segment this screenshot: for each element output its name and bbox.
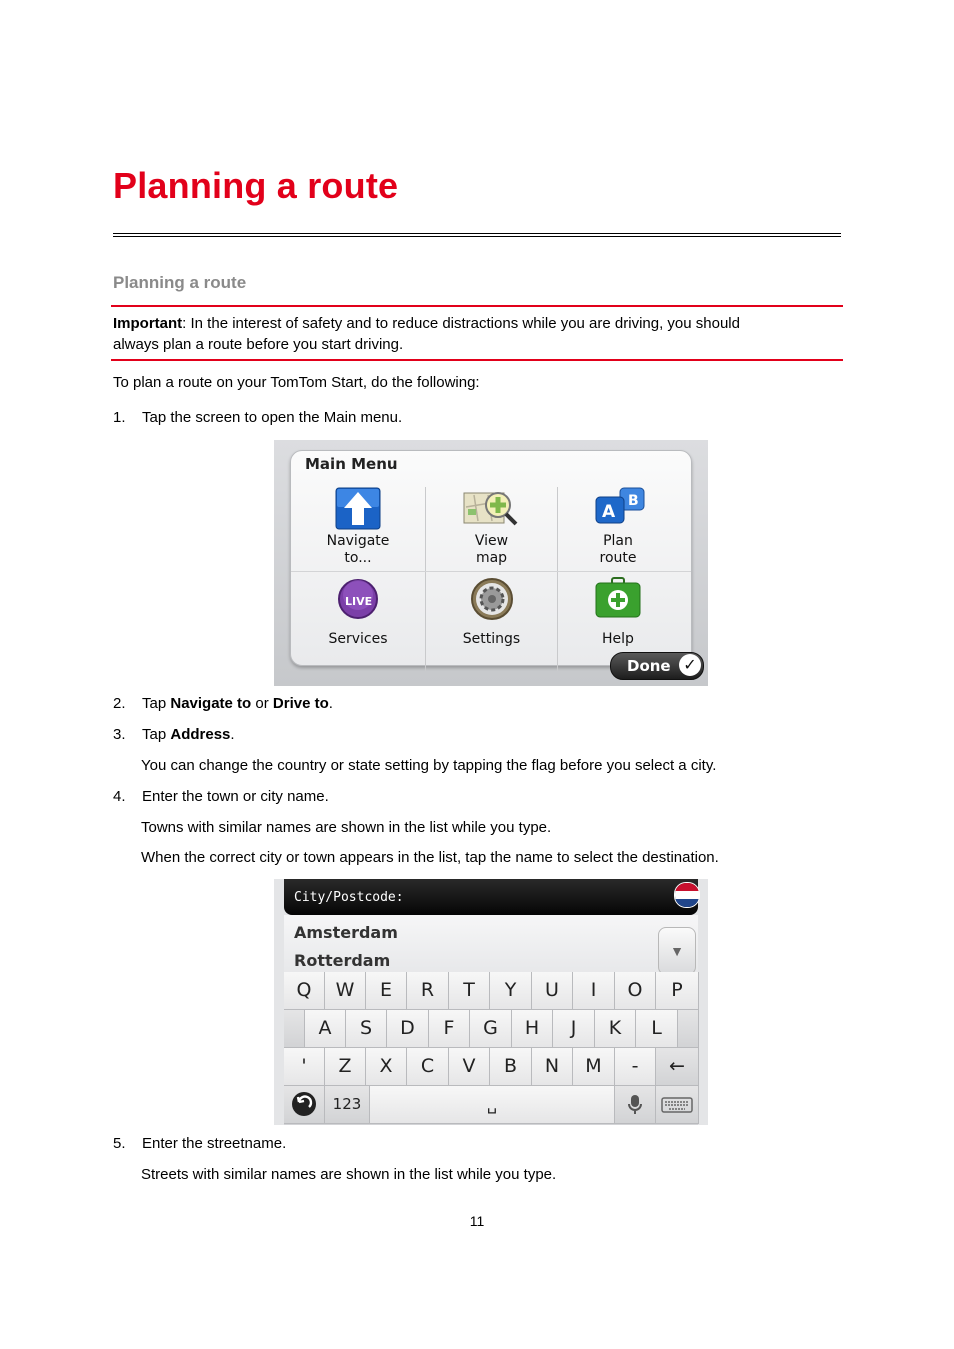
step-number: 1. bbox=[113, 409, 126, 426]
step-number: 5. bbox=[113, 1135, 126, 1152]
space-icon: ␣ bbox=[486, 1095, 498, 1114]
menu-item-label: Settings bbox=[462, 631, 521, 647]
main-menu-panel bbox=[290, 450, 692, 666]
live-services-icon bbox=[334, 577, 382, 621]
title-divider-secondary bbox=[113, 236, 841, 237]
key[interactable]: B bbox=[490, 1048, 532, 1086]
menu-item-label: Services bbox=[328, 631, 388, 647]
key[interactable]: N bbox=[532, 1048, 573, 1086]
navigate-to-term: Navigate to bbox=[170, 695, 252, 712]
main-menu-screenshot bbox=[274, 440, 708, 686]
on-screen-keyboard bbox=[284, 972, 698, 1125]
country-flag-icon[interactable] bbox=[674, 882, 700, 908]
navigate-arrow-icon bbox=[334, 487, 382, 531]
backspace-arrow-icon: ← bbox=[669, 1055, 685, 1077]
list-item[interactable]: Amsterdam bbox=[294, 923, 398, 942]
menu-item-help[interactable] bbox=[558, 573, 678, 659]
step-number: 3. bbox=[113, 726, 126, 743]
back-button[interactable] bbox=[284, 1086, 325, 1124]
done-button[interactable] bbox=[610, 652, 704, 680]
key[interactable]: G bbox=[470, 1010, 512, 1048]
keyboard-layout-button[interactable] bbox=[656, 1086, 699, 1124]
key[interactable]: H bbox=[512, 1010, 553, 1048]
important-note bbox=[113, 313, 740, 355]
menu-item-label: Plan bbox=[603, 533, 633, 549]
back-arrow-icon bbox=[290, 1090, 318, 1118]
svg-text:A: A bbox=[602, 502, 616, 522]
key[interactable]: M bbox=[573, 1048, 615, 1086]
step-note: When the correct city or town appears in the list, tap the name to select the destination. bbox=[141, 849, 719, 866]
step-text: Enter the town or city name. bbox=[142, 788, 329, 805]
important-top-rule bbox=[111, 305, 843, 307]
main-menu-title: Main Menu bbox=[305, 455, 398, 473]
important-bottom-rule bbox=[111, 359, 843, 361]
svg-text:B: B bbox=[628, 493, 639, 509]
menu-item-navigate-to[interactable] bbox=[291, 487, 425, 573]
important-text-line2: always plan a route before you start driving. bbox=[113, 336, 404, 353]
plan-route-ab-icon bbox=[592, 487, 640, 531]
key[interactable]: P bbox=[656, 972, 699, 1010]
key[interactable]: X bbox=[366, 1048, 407, 1086]
title-divider bbox=[113, 233, 841, 234]
step-text: Tap the screen to open the Main menu. bbox=[142, 409, 403, 426]
key[interactable]: Q bbox=[284, 972, 325, 1010]
important-text-line1: : In the interest of safety and to reduce distractions while you are driving, you should bbox=[182, 315, 740, 332]
menu-item-label: Help bbox=[602, 631, 634, 647]
important-label: Important bbox=[113, 315, 183, 332]
key[interactable]: U bbox=[532, 972, 573, 1010]
city-results-list bbox=[284, 915, 698, 973]
city-postcode-label: City/Postcode: bbox=[294, 890, 404, 905]
key[interactable]: Z bbox=[325, 1048, 366, 1086]
key[interactable]: A bbox=[305, 1010, 346, 1048]
key[interactable]: D bbox=[387, 1010, 429, 1048]
help-first-aid-icon bbox=[594, 577, 642, 621]
step-note: You can change the country or state setting by tapping the flag before you select a city. bbox=[141, 757, 717, 774]
svg-text:LIVE: LIVE bbox=[345, 595, 373, 608]
key-spacer bbox=[678, 1010, 699, 1048]
checkmark-icon: ✓ bbox=[679, 654, 701, 676]
menu-item-label: to... bbox=[344, 550, 372, 566]
menu-item-label: Navigate bbox=[326, 533, 390, 549]
scroll-down-button[interactable] bbox=[658, 927, 696, 975]
menu-item-label: map bbox=[475, 550, 508, 566]
menu-item-services[interactable] bbox=[291, 573, 425, 659]
step-number: 4. bbox=[113, 788, 126, 805]
key[interactable]: J bbox=[553, 1010, 595, 1048]
done-button-label: Done bbox=[627, 657, 671, 675]
city-keyboard-screenshot bbox=[274, 879, 708, 1125]
main-menu-grid bbox=[327, 487, 689, 663]
microphone-icon bbox=[627, 1094, 643, 1116]
chevron-down-icon: ▼ bbox=[670, 943, 684, 959]
key[interactable]: - bbox=[615, 1048, 656, 1086]
city-postcode-bar bbox=[284, 879, 698, 915]
page-number: 11 bbox=[469, 1213, 485, 1229]
key[interactable]: W bbox=[325, 972, 366, 1010]
menu-item-label: route bbox=[599, 550, 637, 566]
key[interactable]: R bbox=[407, 972, 449, 1010]
key[interactable]: T bbox=[449, 972, 490, 1010]
step-number: 2. bbox=[113, 695, 126, 712]
settings-gear-icon bbox=[468, 577, 516, 621]
drive-to-term: Drive to bbox=[272, 695, 329, 712]
address-term: Address bbox=[170, 726, 231, 743]
key[interactable]: K bbox=[595, 1010, 636, 1048]
map-magnifier-icon bbox=[462, 487, 510, 531]
menu-item-view-map[interactable] bbox=[426, 487, 557, 573]
section-heading: Planning a route bbox=[113, 273, 247, 292]
key[interactable]: S bbox=[346, 1010, 387, 1048]
key[interactable]: V bbox=[449, 1048, 490, 1086]
step-text: Tap Navigate to or Drive to. bbox=[142, 695, 333, 712]
key[interactable]: F bbox=[429, 1010, 470, 1048]
key[interactable]: Y bbox=[490, 972, 532, 1010]
list-item[interactable]: Rotterdam bbox=[294, 951, 391, 970]
page-title: Planning a route bbox=[113, 165, 399, 206]
key[interactable]: C bbox=[407, 1048, 449, 1086]
key-spacer bbox=[284, 1010, 305, 1048]
key[interactable]: O bbox=[615, 972, 656, 1010]
step-text: Enter the streetname. bbox=[142, 1135, 287, 1152]
intro-text: To plan a route on your TomTom Start, do the following: bbox=[113, 374, 480, 391]
key[interactable]: E bbox=[366, 972, 407, 1010]
key[interactable]: ' bbox=[284, 1048, 325, 1086]
step-note: Streets with similar names are shown in the list while you type. bbox=[141, 1166, 557, 1183]
step-note: Towns with similar names are shown in the list while you type. bbox=[141, 819, 552, 836]
menu-item-label: View bbox=[474, 533, 509, 549]
backspace-key[interactable] bbox=[656, 1048, 699, 1086]
key[interactable]: L bbox=[636, 1010, 678, 1048]
space-bar[interactable] bbox=[370, 1086, 615, 1124]
microphone-button[interactable] bbox=[615, 1086, 656, 1124]
step-text: Tap Address. bbox=[142, 726, 235, 743]
menu-item-plan-route[interactable] bbox=[558, 487, 678, 573]
key[interactable]: I bbox=[573, 972, 615, 1010]
keyboard-icon bbox=[661, 1097, 693, 1113]
menu-item-settings[interactable] bbox=[426, 573, 557, 659]
numbers-key[interactable]: 123 bbox=[325, 1086, 370, 1124]
